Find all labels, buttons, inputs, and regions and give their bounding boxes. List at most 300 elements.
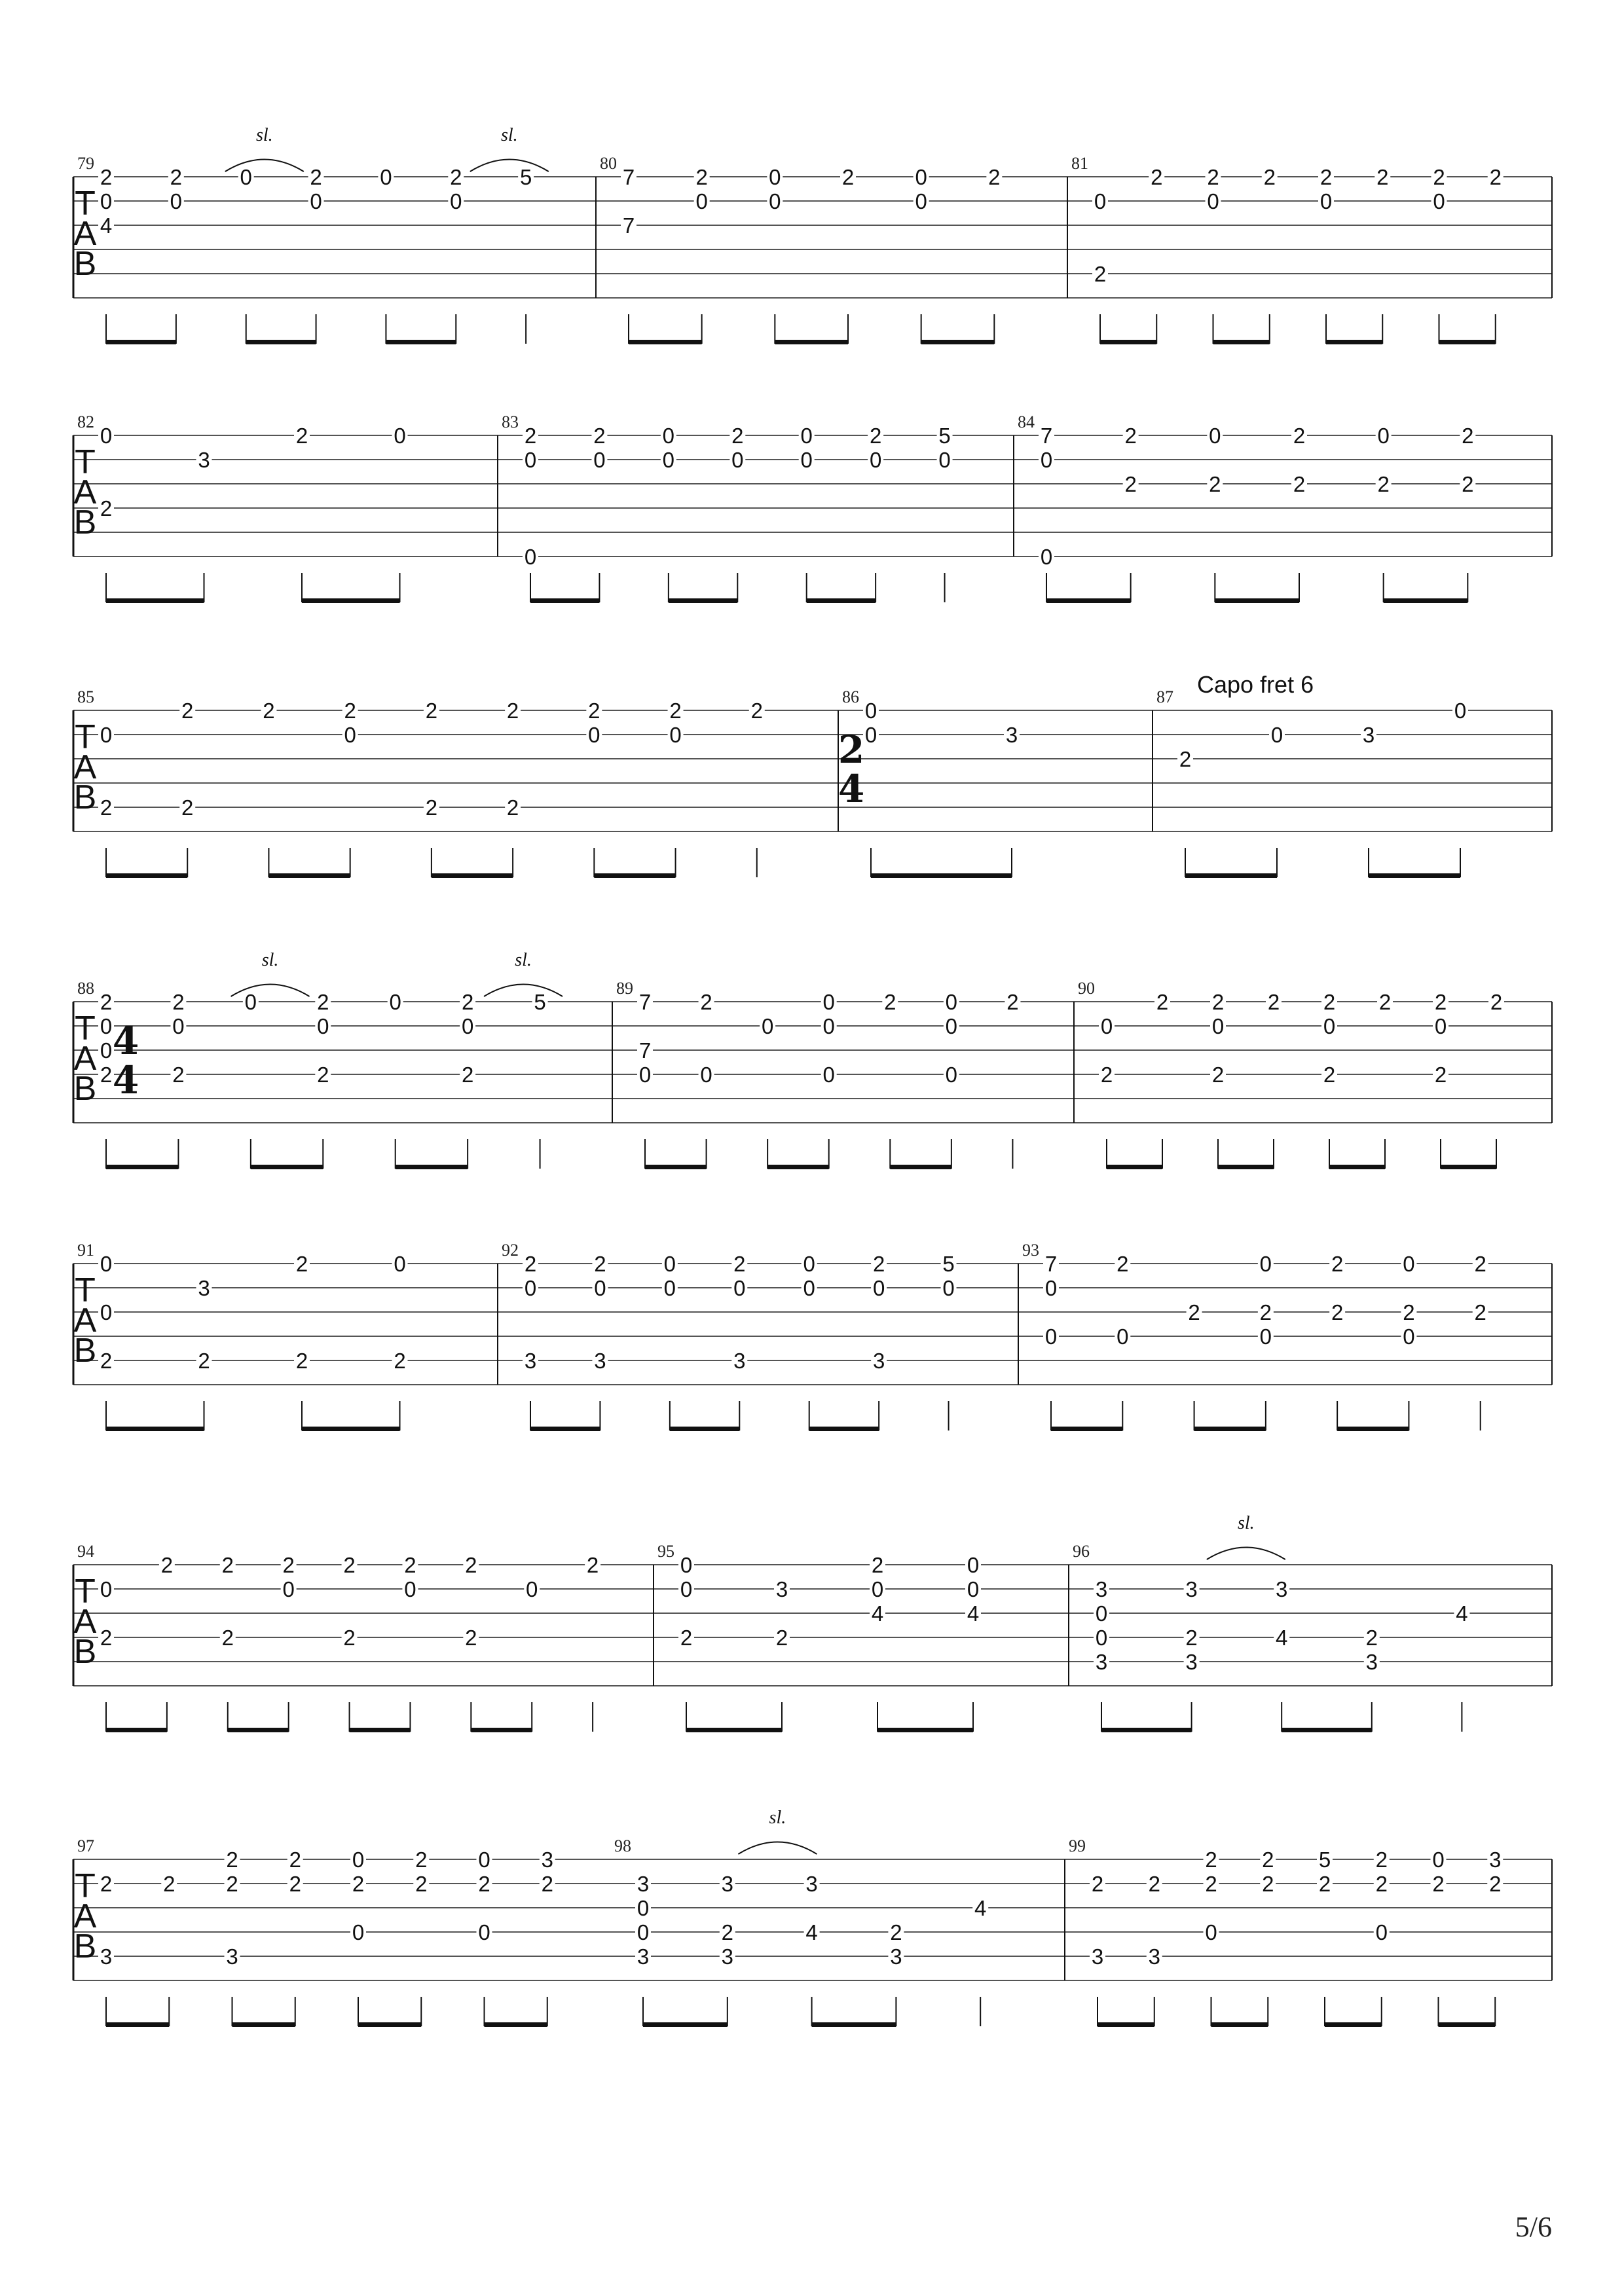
fret-number: 3 bbox=[805, 1872, 818, 1896]
fret-number: 2 bbox=[1293, 424, 1306, 448]
fret-number: 2 bbox=[680, 1626, 693, 1650]
fret-number: 0 bbox=[822, 990, 835, 1014]
bar-number: 80 bbox=[600, 154, 617, 173]
fret-number: 0 bbox=[404, 1577, 416, 1601]
beam bbox=[645, 1165, 707, 1169]
fret-number: 0 bbox=[822, 1063, 835, 1087]
fret-number: 0 bbox=[389, 990, 401, 1014]
fret-number: 2 bbox=[221, 1626, 234, 1650]
fret-number: 3 bbox=[890, 1944, 902, 1969]
fret-number: 0 bbox=[100, 1577, 113, 1601]
fret-number: 0 bbox=[637, 1920, 650, 1944]
bar-number: 83 bbox=[502, 412, 519, 431]
fret-number: 0 bbox=[872, 1276, 885, 1300]
fret-number: 0 bbox=[100, 1014, 113, 1038]
beam bbox=[670, 1427, 739, 1431]
fret-number: 2 bbox=[1433, 165, 1445, 189]
beam bbox=[1215, 598, 1299, 603]
beam bbox=[643, 2022, 728, 2027]
fret-number: 0 bbox=[769, 165, 781, 189]
fret-number: 0 bbox=[594, 1276, 606, 1300]
fret-number: 4 bbox=[967, 1601, 980, 1626]
fret-number: 0 bbox=[800, 424, 813, 448]
fret-number: 0 bbox=[100, 1038, 113, 1063]
fret-number: 2 bbox=[1262, 1872, 1274, 1896]
fret-number: 2 bbox=[170, 165, 183, 189]
beam bbox=[432, 873, 513, 878]
fret-number: 2 bbox=[100, 1063, 113, 1087]
fret-number: 2 bbox=[1267, 990, 1280, 1014]
bar-number: 88 bbox=[77, 979, 94, 998]
fret-number: 0 bbox=[1040, 545, 1053, 569]
fret-number: 0 bbox=[945, 1063, 958, 1087]
fret-number: 2 bbox=[1259, 1300, 1272, 1324]
fret-number: 0 bbox=[915, 165, 927, 189]
fret-number: 0 bbox=[100, 1252, 113, 1276]
beam bbox=[1439, 340, 1496, 344]
bar-number: 97 bbox=[77, 1836, 94, 1855]
fret-number: 0 bbox=[1403, 1324, 1415, 1349]
bar-number: 91 bbox=[77, 1241, 94, 1260]
beam bbox=[106, 340, 176, 344]
fret-number: 2 bbox=[1318, 1872, 1331, 1896]
tab-clef-letter: A bbox=[73, 1603, 97, 1641]
fret-number: 0 bbox=[663, 1276, 676, 1300]
fret-number: 0 bbox=[100, 723, 113, 747]
fret-number: 3 bbox=[1362, 723, 1375, 747]
fret-number: 2 bbox=[1148, 1872, 1160, 1896]
beam bbox=[686, 1728, 782, 1732]
fret-number: 2 bbox=[890, 1920, 902, 1944]
fret-number: 0 bbox=[1095, 1626, 1108, 1650]
fret-number: 0 bbox=[100, 189, 113, 213]
fret-number: 0 bbox=[803, 1276, 815, 1300]
fret-number: 2 bbox=[425, 795, 438, 820]
beam bbox=[106, 873, 187, 878]
beam bbox=[1326, 340, 1382, 344]
beam bbox=[251, 1165, 323, 1169]
fret-number: 4 bbox=[974, 1896, 987, 1920]
fret-number: 3 bbox=[1095, 1577, 1108, 1601]
bar-number: 86 bbox=[842, 687, 859, 706]
fret-number: 0 bbox=[450, 189, 462, 213]
bar-number: 81 bbox=[1071, 154, 1088, 173]
fret-number: 2 bbox=[465, 1626, 477, 1650]
fret-number: 2 bbox=[221, 1553, 234, 1577]
fret-number: 3 bbox=[733, 1349, 746, 1373]
fret-number: 0 bbox=[1094, 189, 1107, 213]
fret-number: 2 bbox=[343, 1626, 356, 1650]
fret-number: 2 bbox=[172, 990, 185, 1014]
fret-number: 2 bbox=[731, 424, 744, 448]
tab-clef-letter: B bbox=[73, 503, 97, 541]
slide-arc bbox=[738, 1842, 817, 1855]
fret-number: 2 bbox=[1376, 165, 1389, 189]
fret-number: 0 bbox=[172, 1014, 185, 1038]
fret-number: 3 bbox=[1095, 1650, 1108, 1674]
fret-number: 7 bbox=[1044, 1252, 1058, 1276]
fret-number: 0 bbox=[662, 448, 675, 472]
fret-number: 2 bbox=[1006, 990, 1019, 1014]
fret-number: 2 bbox=[1365, 1626, 1378, 1650]
fret-number: 0 bbox=[1320, 189, 1333, 213]
fret-number: 2 bbox=[295, 424, 308, 448]
fret-number: 0 bbox=[1403, 1252, 1415, 1276]
fret-number: 0 bbox=[915, 189, 927, 213]
beam bbox=[350, 1728, 411, 1732]
fret-number: 0 bbox=[695, 189, 708, 213]
beam bbox=[1282, 1728, 1372, 1732]
fret-number: 2 bbox=[172, 1063, 185, 1087]
time-signature-top: 4 bbox=[112, 1019, 139, 1063]
fret-number: 2 bbox=[263, 699, 275, 723]
beam bbox=[1325, 2022, 1382, 2027]
fret-number: 2 bbox=[282, 1553, 295, 1577]
fret-number: 2 bbox=[181, 795, 194, 820]
tab-clef-letter: T bbox=[75, 1573, 96, 1611]
beam bbox=[246, 340, 316, 344]
fret-number: 0 bbox=[864, 723, 877, 747]
fret-number: 2 bbox=[163, 1872, 175, 1896]
fret-number: 2 bbox=[1434, 990, 1447, 1014]
fret-number: 0 bbox=[1207, 189, 1219, 213]
slide-arc bbox=[225, 160, 304, 172]
fret-number: 2 bbox=[465, 1553, 477, 1577]
fret-number: 2 bbox=[1434, 1063, 1447, 1087]
fret-number: 5 bbox=[1318, 1848, 1331, 1872]
beam bbox=[1100, 340, 1156, 344]
fret-number: 2 bbox=[1094, 262, 1107, 286]
beam bbox=[1218, 1165, 1274, 1169]
fret-number: 0 bbox=[803, 1252, 815, 1276]
fret-number: 3 bbox=[872, 1349, 885, 1373]
fret-number: 7 bbox=[622, 165, 635, 189]
fret-number: 0 bbox=[967, 1553, 980, 1577]
fret-number: 2 bbox=[100, 1626, 113, 1650]
fret-number: 2 bbox=[1156, 990, 1169, 1014]
bar-number: 96 bbox=[1073, 1542, 1090, 1561]
fret-number: 5 bbox=[938, 424, 951, 448]
fret-number: 0 bbox=[344, 723, 356, 747]
beam bbox=[1046, 598, 1131, 603]
fret-number: 2 bbox=[1320, 165, 1333, 189]
bar-number: 99 bbox=[1069, 1836, 1086, 1855]
fret-number: 2 bbox=[415, 1848, 428, 1872]
fret-number: 3 bbox=[721, 1944, 733, 1969]
fret-number: 0 bbox=[352, 1920, 365, 1944]
beam bbox=[358, 2022, 421, 2027]
fret-number: 3 bbox=[637, 1944, 650, 1969]
tab-clef-letter: B bbox=[73, 1070, 97, 1108]
fret-number: 0 bbox=[1323, 1014, 1336, 1038]
fret-number: 2 bbox=[669, 699, 682, 723]
bar-number: 92 bbox=[502, 1241, 519, 1260]
fret-number: 2 bbox=[289, 1872, 301, 1896]
fret-number: 0 bbox=[663, 1252, 676, 1276]
fret-number: 3 bbox=[1365, 1650, 1378, 1674]
fret-number: 2 bbox=[1403, 1300, 1415, 1324]
fret-number: 2 bbox=[1188, 1300, 1200, 1324]
bar-number: 85 bbox=[77, 687, 94, 706]
fret-number: 4 bbox=[805, 1920, 818, 1944]
bar-number: 89 bbox=[616, 979, 633, 998]
tab-clef-letter: B bbox=[73, 1927, 97, 1965]
fret-number: 0 bbox=[282, 1577, 295, 1601]
slide-arc bbox=[484, 985, 563, 997]
fret-number: 0 bbox=[637, 1896, 650, 1920]
beam bbox=[268, 873, 350, 878]
beam bbox=[807, 598, 876, 603]
fret-number: 2 bbox=[1185, 1626, 1198, 1650]
fret-number: 2 bbox=[100, 990, 113, 1014]
fret-number: 2 bbox=[1179, 747, 1192, 771]
beam bbox=[530, 1427, 600, 1431]
fret-number: 2 bbox=[181, 699, 194, 723]
fret-number: 2 bbox=[1211, 990, 1225, 1014]
fret-number: 3 bbox=[541, 1848, 553, 1872]
fret-number: 7 bbox=[638, 990, 652, 1014]
bar-number: 95 bbox=[657, 1542, 674, 1561]
tab-clef-letter: T bbox=[75, 1867, 96, 1905]
fret-number: 2 bbox=[524, 1252, 537, 1276]
fret-number: 0 bbox=[869, 448, 882, 472]
fret-number: 2 bbox=[1100, 1063, 1113, 1087]
fret-number: 2 bbox=[1474, 1252, 1486, 1276]
fret-number: 0 bbox=[662, 424, 675, 448]
fret-number: 2 bbox=[721, 1920, 733, 1944]
fret-number: 0 bbox=[967, 1577, 980, 1601]
beam bbox=[871, 873, 1012, 878]
fret-number: 5 bbox=[519, 165, 532, 189]
fret-number: 0 bbox=[244, 990, 257, 1014]
beam bbox=[471, 1728, 532, 1732]
fret-number: 2 bbox=[841, 165, 855, 189]
fret-number: 2 bbox=[1207, 165, 1219, 189]
fret-number: 0 bbox=[731, 448, 744, 472]
beam bbox=[1337, 1427, 1409, 1431]
fret-number: 3 bbox=[1148, 1944, 1160, 1969]
fret-number: 2 bbox=[1116, 1252, 1129, 1276]
bar-number: 82 bbox=[77, 412, 94, 431]
beam bbox=[1439, 2022, 1496, 2027]
beam bbox=[1213, 340, 1270, 344]
slide-marking: sl. bbox=[261, 950, 279, 970]
fret-number: 2 bbox=[295, 1349, 308, 1373]
fret-number: 0 bbox=[942, 1276, 955, 1300]
fret-number: 3 bbox=[594, 1349, 606, 1373]
fret-number: 0 bbox=[593, 448, 606, 472]
fret-number: 2 bbox=[1205, 1848, 1217, 1872]
fret-number: 0 bbox=[524, 1276, 537, 1300]
beam bbox=[1384, 598, 1468, 603]
fret-number: 0 bbox=[524, 448, 537, 472]
fret-number: 2 bbox=[394, 1349, 406, 1373]
fret-number: 2 bbox=[450, 165, 462, 189]
tab-clef-letter: T bbox=[75, 1010, 96, 1048]
fret-number: 0 bbox=[822, 1014, 835, 1038]
fret-number: 2 bbox=[884, 990, 896, 1014]
beam bbox=[1369, 873, 1460, 878]
fret-number: 3 bbox=[524, 1349, 537, 1373]
fret-number: 7 bbox=[1040, 424, 1053, 448]
fret-number: 3 bbox=[1185, 1577, 1198, 1601]
fret-number: 0 bbox=[478, 1848, 490, 1872]
fret-number: 0 bbox=[1375, 1920, 1388, 1944]
beam bbox=[1194, 1427, 1266, 1431]
fret-number: 0 bbox=[938, 448, 951, 472]
fret-number: 2 bbox=[295, 1252, 308, 1276]
beam bbox=[106, 1427, 204, 1431]
fret-number: 2 bbox=[1263, 165, 1276, 189]
bar-number: 84 bbox=[1018, 412, 1035, 431]
fret-number: 2 bbox=[198, 1349, 210, 1373]
fret-number: 0 bbox=[352, 1848, 365, 1872]
beam bbox=[106, 2022, 169, 2027]
fret-number: 0 bbox=[700, 1063, 712, 1087]
slide-marking: sl. bbox=[255, 125, 273, 145]
fret-number: 2 bbox=[506, 795, 519, 820]
fret-number: 2 bbox=[1124, 424, 1137, 448]
fret-number: 3 bbox=[1185, 1650, 1198, 1674]
beam bbox=[812, 2022, 896, 2027]
fret-number: 3 bbox=[198, 1276, 210, 1300]
tab-clef-letter: T bbox=[75, 1271, 96, 1309]
slide-marking: sl. bbox=[1237, 1513, 1255, 1533]
fret-number: 0 bbox=[945, 990, 958, 1014]
beam bbox=[1185, 873, 1277, 878]
fret-number: 2 bbox=[1462, 424, 1474, 448]
fret-number: 0 bbox=[1433, 189, 1445, 213]
fret-number: 2 bbox=[700, 990, 712, 1014]
beam bbox=[1441, 1165, 1496, 1169]
fret-number: 2 bbox=[1490, 990, 1503, 1014]
fret-number: 0 bbox=[1044, 1324, 1058, 1349]
fret-number: 2 bbox=[425, 699, 438, 723]
tab-clef-letter: A bbox=[73, 215, 97, 253]
fret-number: 2 bbox=[344, 699, 356, 723]
tab-clef-letter: A bbox=[73, 748, 97, 786]
fret-number: 0 bbox=[1434, 1014, 1447, 1038]
fret-number: 2 bbox=[1151, 165, 1163, 189]
tab-clef-letter: A bbox=[73, 1302, 97, 1339]
fret-number: 2 bbox=[541, 1872, 553, 1896]
fret-number: 2 bbox=[1323, 990, 1336, 1014]
beam bbox=[877, 1728, 973, 1732]
slide-arc bbox=[470, 160, 549, 172]
fret-number: 2 bbox=[594, 1252, 606, 1276]
beam bbox=[1107, 1165, 1162, 1169]
fret-number: 4 bbox=[871, 1601, 884, 1626]
fret-number: 2 bbox=[317, 1063, 329, 1087]
fret-number: 0 bbox=[680, 1577, 693, 1601]
slide-arc bbox=[231, 985, 310, 997]
fret-number: 0 bbox=[461, 1014, 474, 1038]
slide-marking: sl. bbox=[500, 125, 518, 145]
fret-number: 2 bbox=[461, 1063, 474, 1087]
beam bbox=[890, 1165, 951, 1169]
fret-number: 7 bbox=[622, 213, 635, 238]
fret-number: 2 bbox=[586, 1553, 599, 1577]
beam bbox=[302, 598, 400, 603]
fret-number: 0 bbox=[1259, 1252, 1272, 1276]
beam bbox=[1329, 1165, 1385, 1169]
fret-number: 0 bbox=[871, 1577, 884, 1601]
fret-number: 4 bbox=[1276, 1626, 1288, 1650]
fret-number: 0 bbox=[1377, 424, 1390, 448]
bar-number: 79 bbox=[77, 154, 94, 173]
fret-number: 5 bbox=[942, 1252, 955, 1276]
time-signature-bottom: 4 bbox=[112, 1058, 139, 1102]
fret-number: 0 bbox=[1259, 1324, 1272, 1349]
fret-number: 2 bbox=[1489, 165, 1502, 189]
fret-number: 2 bbox=[1331, 1300, 1344, 1324]
bar-number: 93 bbox=[1022, 1241, 1039, 1260]
fret-number: 0 bbox=[1205, 1920, 1217, 1944]
fret-number: 3 bbox=[226, 1944, 238, 1969]
fret-number: 2 bbox=[1323, 1063, 1336, 1087]
fret-number: 0 bbox=[394, 1252, 406, 1276]
fret-number: 7 bbox=[638, 1038, 652, 1063]
fret-number: 0 bbox=[478, 1920, 490, 1944]
fret-number: 2 bbox=[100, 165, 113, 189]
fret-number: 0 bbox=[100, 1300, 113, 1324]
fret-number: 0 bbox=[1095, 1601, 1108, 1626]
fret-number: 3 bbox=[721, 1872, 733, 1896]
fret-number: 2 bbox=[1205, 1872, 1217, 1896]
beam bbox=[775, 340, 848, 344]
fret-number: 0 bbox=[380, 165, 392, 189]
fret-number: 2 bbox=[775, 1626, 788, 1650]
fret-number: 2 bbox=[988, 165, 1001, 189]
tab-clef-letter: A bbox=[73, 1040, 97, 1078]
fret-number: 3 bbox=[1005, 723, 1018, 747]
fret-number: 2 bbox=[1091, 1872, 1104, 1896]
fret-number: 2 bbox=[100, 496, 113, 520]
beam bbox=[669, 598, 737, 603]
page-number: 5/6 bbox=[1515, 2211, 1552, 2243]
capo-annotation: Capo fret 6 bbox=[1197, 671, 1314, 698]
fret-number: 2 bbox=[1375, 1848, 1388, 1872]
fret-number: 2 bbox=[461, 990, 474, 1014]
fret-number: 2 bbox=[872, 1252, 885, 1276]
beam bbox=[767, 1165, 829, 1169]
fret-number: 0 bbox=[945, 1014, 958, 1038]
beam bbox=[396, 1165, 468, 1169]
fret-number: 2 bbox=[1489, 1872, 1502, 1896]
tab-clef-letter: B bbox=[73, 1332, 97, 1370]
beam bbox=[302, 1427, 400, 1431]
beam bbox=[809, 1427, 879, 1431]
fret-number: 2 bbox=[352, 1872, 365, 1896]
fret-number: 2 bbox=[310, 165, 322, 189]
bar-number: 98 bbox=[614, 1836, 631, 1855]
beam bbox=[106, 1165, 178, 1169]
fret-number: 2 bbox=[226, 1872, 238, 1896]
tab-clef-letter: B bbox=[73, 778, 97, 816]
fret-number: 2 bbox=[1377, 472, 1390, 496]
fret-number: 0 bbox=[170, 189, 183, 213]
fret-number: 0 bbox=[588, 723, 600, 747]
fret-number: 0 bbox=[669, 723, 682, 747]
beam bbox=[921, 340, 995, 344]
fret-number: 2 bbox=[733, 1252, 746, 1276]
fret-number: 2 bbox=[100, 1872, 113, 1896]
tab-clef-letter: B bbox=[73, 1633, 97, 1671]
beam bbox=[1051, 1427, 1122, 1431]
fret-number: 0 bbox=[638, 1063, 652, 1087]
fret-number: 0 bbox=[1040, 448, 1053, 472]
fret-number: 2 bbox=[1375, 1872, 1388, 1896]
